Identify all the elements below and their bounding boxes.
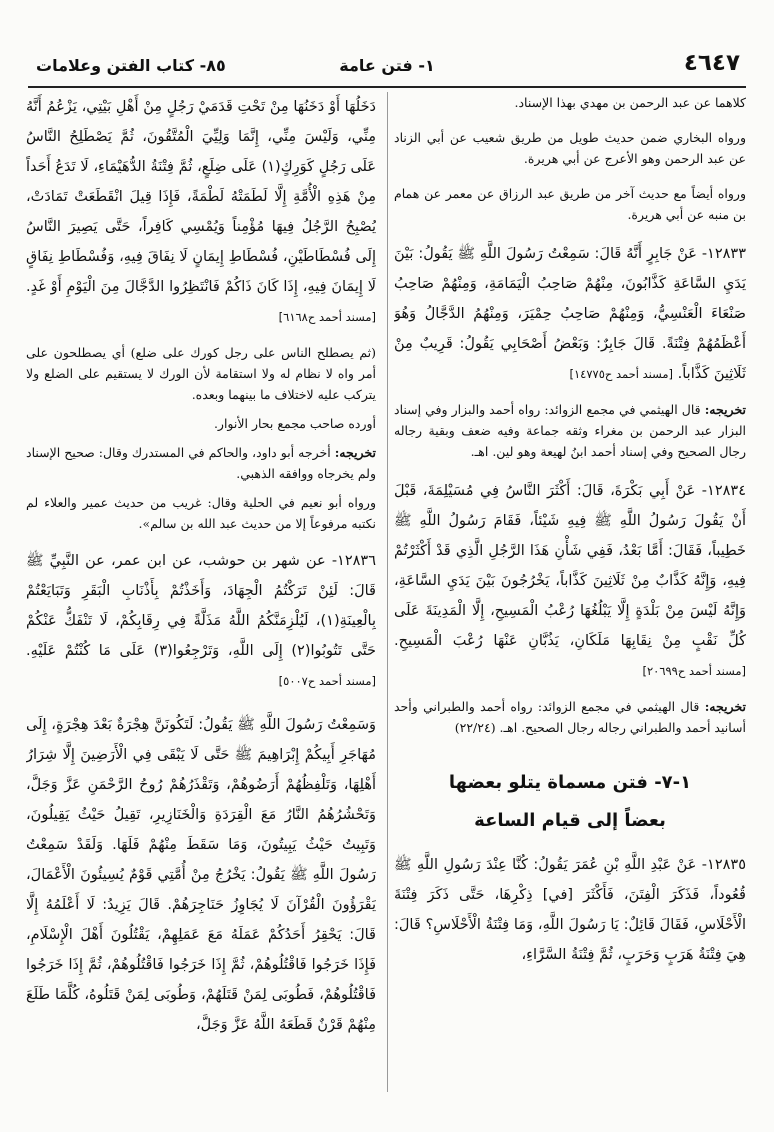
hadith-continuation-text: دَخَلُهَا أَوْ دَخَنُهَا مِنْ تَحْتِ قَدَمَيْ رَجُلٍ مِنْ أَهْلِ بَيْتِي، يَزْعُمُ أَنَّهُ مِنِّي، وَلَيْسَ مِنِّي، إِنَّمَا وَلِيِّيَ الْمُتَّقُونَ، ثُمَّ يَصْطَلِحُ النَّاسُ عَلَى رَجُلٍ كَوَرِكٍ(١) عَلَى ضِلَعٍ، ثُمَّ فِتْنَةُ الدُّهَيْمَاءِ، لَا تَدَعُ أَحَداً مِنْ هَذِهِ الْأُمَّةِ إِلَّا لَطَمَتْهُ لَطْمَةً، فَإِذَا قِيلَ انْقَطَعَتْ تَمَادَتْ، يُصْبِحُ الرَّجُلُ فِيهَا مُؤْمِناً وَيُمْسِي كَافِراً، حَتَّى يَصِيرَ النَّاسُ إِلَى فُسْطَاطَيْنِ، فُسْطَاطِ إِيمَانٍ لَا نِفَاقَ فِيهِ، وَفُسْطَاطِ نِفَاقٍ لَا إِيمَانَ فِيهِ، إِذَا كَانَ ذَاكُمْ فَانْتَظِرُوا الدَّجَّالَ مِنَ الْيَوْمِ أَوْ غَدٍ. xyxy=(26,99,376,295)
takhrij-12834 xyxy=(394,696,746,738)
note-abdurrazzaq: ورواه أيضاً مع حديث آخر من طريق عبد الرزاق عن معمر عن همام بن منبه عن أبي هريرة. xyxy=(394,186,746,222)
takhrij-6168 xyxy=(26,442,376,484)
column-divider xyxy=(387,92,388,1092)
page-number: ٤٦٤٧ xyxy=(683,50,740,76)
hadith-12833-source: [مسند أحمد ح١٤٧٧٥] xyxy=(569,367,674,381)
chapter-title: ١- فتن عامة xyxy=(339,56,435,75)
hadith-continuation xyxy=(26,92,376,332)
right-column xyxy=(394,92,746,1112)
hadith-continuation-source: [مسند أحمد ح٦١٦٨] xyxy=(278,310,376,324)
section-heading-2: بعضاً إلى قيام الساعة xyxy=(474,810,666,831)
book-title: ٨٥- كتاب الفتن وعلامات xyxy=(36,56,226,75)
hadith-12836-source: [مسند أحمد ح٥٠٠٧] xyxy=(278,674,376,688)
hadith-hijra: وَسَمِعْتُ رَسُولَ اللَّهِ ﷺ يَقُولُ: لَتَكُونَنَّ هِجْرَةٌ بَعْدَ هِجْرَةٍ، إِلَى مُهَاجَرِ أَبِيكُمْ إِبْرَاهِيمَ ﷺ حَتَّى لَا يَبْقَى فِي الْأَرَضِينَ إِلَّا شِرَارُ أَهْلِهَا، وَتَلْفِظُهُمْ أَرَضُوهُمْ، وَتَقْذَرُهُمْ رُوحُ الرَّحْمَنِ عَزَّ وَجَلَّ، وَتَحْشُرُهُمُ النَّارُ مَعَ الْقِرَدَةِ وَالْخَنَازِيرِ، تَقِيلُ حَيْثُ يَقِيلُونَ، وَتَبِيتُ حَيْثُ يَبِيتُونَ، وَمَا سَقَطَ مِنْهُمْ فَلَهَا. وَلَقَدْ سَمِعْتُ رَسُولَ اللَّهِ ﷺ يَقُولُ: يَخْرُجُ مِنْ أُمَّتِي قَوْمٌ يُسِيئُونَ الْأَعْمَالَ، يَقْرَؤُونَ الْقُرْآنَ لَا يُجَاوِزُ حَنَاجِرَهُمْ. قَالَ يَزِيدُ: لَا أَعْلَمُهُ إِلَّا قَالَ: يَحْقِرُ أَحَدُكُمْ عَمَلَهُ مَعَ عَمَلِهِمْ، يَقْتُلُونَ أَهْلَ الْإِسْلَامِ، فَإِذَا خَرَجُوا فَاقْتُلُوهُمْ، ثُمَّ إِذَا خَرَجُوا فَاقْتُلُوهُمْ، ثُمَّ إِذَا خَرَجُوا فَاقْتُلُوهُمْ، فَطُوبَى لِمَنْ قَتَلَهُمْ، وَطُوبَى لِمَنْ قَتَلُوهُ، كُلَّمَا طَلَعَ مِنْهُمْ قَرْنٌ قَطَعَهُ اللَّهُ عَزَّ وَجَلَّ، xyxy=(26,717,376,1033)
hilya-note: ورواه أبو نعيم في الحلية وقال: غريب من حديث عمير والعلاء لم نكتبه مرفوعاً إلا من حديث عبد الله بن سالم». xyxy=(26,495,376,531)
hadith-12834-text: ١٢٨٣٤- عَنْ أَبِي بَكْرَةَ، قَالَ: أَكْثَرَ النَّاسُ فِي مُسَيْلِمَةَ، قَبْلَ أَنْ يَقُولَ رَسُولُ اللَّهِ ﷺ فِيهِ شَيْئاً، فَقَامَ رَسُولُ اللَّهِ ﷺ خَطِيباً، فَقَالَ: أَمَّا بَعْدُ، فَفِي شَأْنِ هَذَا الرَّجُلِ الَّذِي قَدْ أَكْثَرْتُمْ فِيهِ، وَإِنَّهُ كَذَّابٌ مِنْ ثَلَاثِينَ كَذَّاباً، يَخْرُجُونَ بَيْنَ يَدَيِ السَّاعَةِ، وَإِنَّهُ لَيْسَ مِنْ بَلْدَةٍ إِلَّا يَبْلُغُهَا رُعْبُ الْمَسِيحِ، إِلَّا الْمَدِينَةَ عَلَى كُلِّ نَقْبٍ مِنْ نِقَابِهَا مَلَكَانِ، يَذُبَّانِ عَنْهَا رُعْبَ الْمَسِيحِ. xyxy=(394,483,746,649)
note-bukhari: ورواه البخاري ضمن حديث طويل من طريق شعيب عن أبي الزناد عن عبد الرحمن وهو الأعرج عن أبي هريرة. xyxy=(394,130,746,166)
hadith-12835: ١٢٨٣٥- عَنْ عَبْدِ اللَّهِ بْنِ عُمَرَ يَقُولُ: كُنَّا عِنْدَ رَسُولِ اللَّهِ ﷺ قُعُوداً، فَذَكَرَ الْفِتَنَ، فَأَكْثَرَ [في] ذِكْرِهَا، حَتَّى ذَكَرَ فِتْنَةَ الْأَحْلَاسِ، فَقَالَ قَائِلٌ: يَا رَسُولَ اللَّهِ، وَمَا فِتْنَةُ الْأَحْلَاسِ؟ قَالَ: هِيَ فِتْنَةُ هَرَبٍ وَحَرَبٍ، ثُمَّ فِتْنَةُ السَّرَّاءِ، xyxy=(394,857,746,963)
page-header xyxy=(28,46,746,88)
source-note: أورده صاحب مجمع بحار الأنوار. xyxy=(213,416,376,431)
hadith-12834-source: [مسند أحمد ح٢٠٦٩٩] xyxy=(642,664,746,678)
hadith-12833-text: ١٢٨٣٣- عَنْ جَابِرٍ أَنَّهُ قَالَ: سَمِعْتُ رَسُولَ اللَّهِ ﷺ يَقُولُ: بَيْنَ يَدَيِ السَّاعَةِ كَذَّابُونَ، مِنْهُمْ صَاحِبُ الْيَمَامَةِ، وَمِنْهُمْ صَاحِبُ صَنْعَاءَ الْعَنْسِيُّ، وَمِنْهُمْ صَاحِبُ حِمْيَرَ، وَمِنْهُمُ الدَّجَّالُ وَهُوَ أَعْظَمُهُمْ فِتْنَةً. قَالَ جَابِرٌ: وَبَعْضُ أَصْحَابِي يَقُولُ: قَرِيبٌ مِنْ ثَلَاثِينَ كَذَّاباً. xyxy=(394,246,746,382)
explanation-note: (ثم يصطلح الناس على رجل كورك على ضلع) أي يصطلحون على أمر واه لا نظام له ولا استقامة لأن الورك لا يستقيم على الضلع ولا يتركب عليه لاختلاف ما بينهما وبعده. xyxy=(26,345,376,402)
hadith-12833 xyxy=(394,239,746,389)
takhrij-text: قال الهيثمي في مجمع الزوائد: رواه أحمد والطبراني وأحد أسانيد أحمد والطبراني رجاله رجال الصحيح. اهـ. (٢٢/٢٤) xyxy=(394,699,746,735)
takhrij-text: أخرجه أبو داود، والحاكم في المستدرك وقال: صحيح الإسناد ولم يخرجاه ووافقه الذهبي. xyxy=(26,445,376,481)
hadith-12836-text: ١٢٨٣٦- عن شهر بن حوشب، عن ابن عمر، عن النَّبِيِّ ﷺ قَالَ: لَئِنْ تَرَكْتُمُ الْجِهَادَ، وَأَخَذْتُمْ بِأَذْنَابِ الْبَقَرِ وَتَبَايَعْتُمْ بِالْعِينَةِ(١)، لَيُلْزِمَنَّكُمُ اللَّهُ مَذَلَّةً فِي رِقَابِكُمْ، لَا تَنْفَكُّ عَنْكُمْ حَتَّى تَتُوبُوا(٢) إِلَى اللَّهِ، وَتَرْجِعُوا(٣) عَلَى مَا كُنْتُمْ عَلَيْهِ. xyxy=(26,553,376,659)
takhrij-label: تخريجه: xyxy=(704,699,746,714)
left-column xyxy=(26,92,376,1112)
hadith-12836 xyxy=(26,546,376,696)
takhrij-label: تخريجه: xyxy=(704,402,746,417)
takhrij-label: تخريجه: xyxy=(334,445,376,460)
takhrij-text: قال الهيثمي في مجمع الزوائد: رواه أحمد والبزار وفي إسناد البزار عبد الرحمن بن مغراء وثقه جماعة وفيه ضعف وبقية رجاله رجال الصحيح وفي إسناد أحمد ابنُ لهيعة وهو لين. اهـ. xyxy=(394,402,746,459)
takhrij-12833 xyxy=(394,399,746,462)
section-heading: ١-٧- فتن مسماة يتلو بعضها xyxy=(448,772,692,793)
hadith-12834 xyxy=(394,476,746,686)
intro-text: كلاهما عن عبد الرحمن بن مهدي بهذا الإسناد. xyxy=(514,95,746,110)
